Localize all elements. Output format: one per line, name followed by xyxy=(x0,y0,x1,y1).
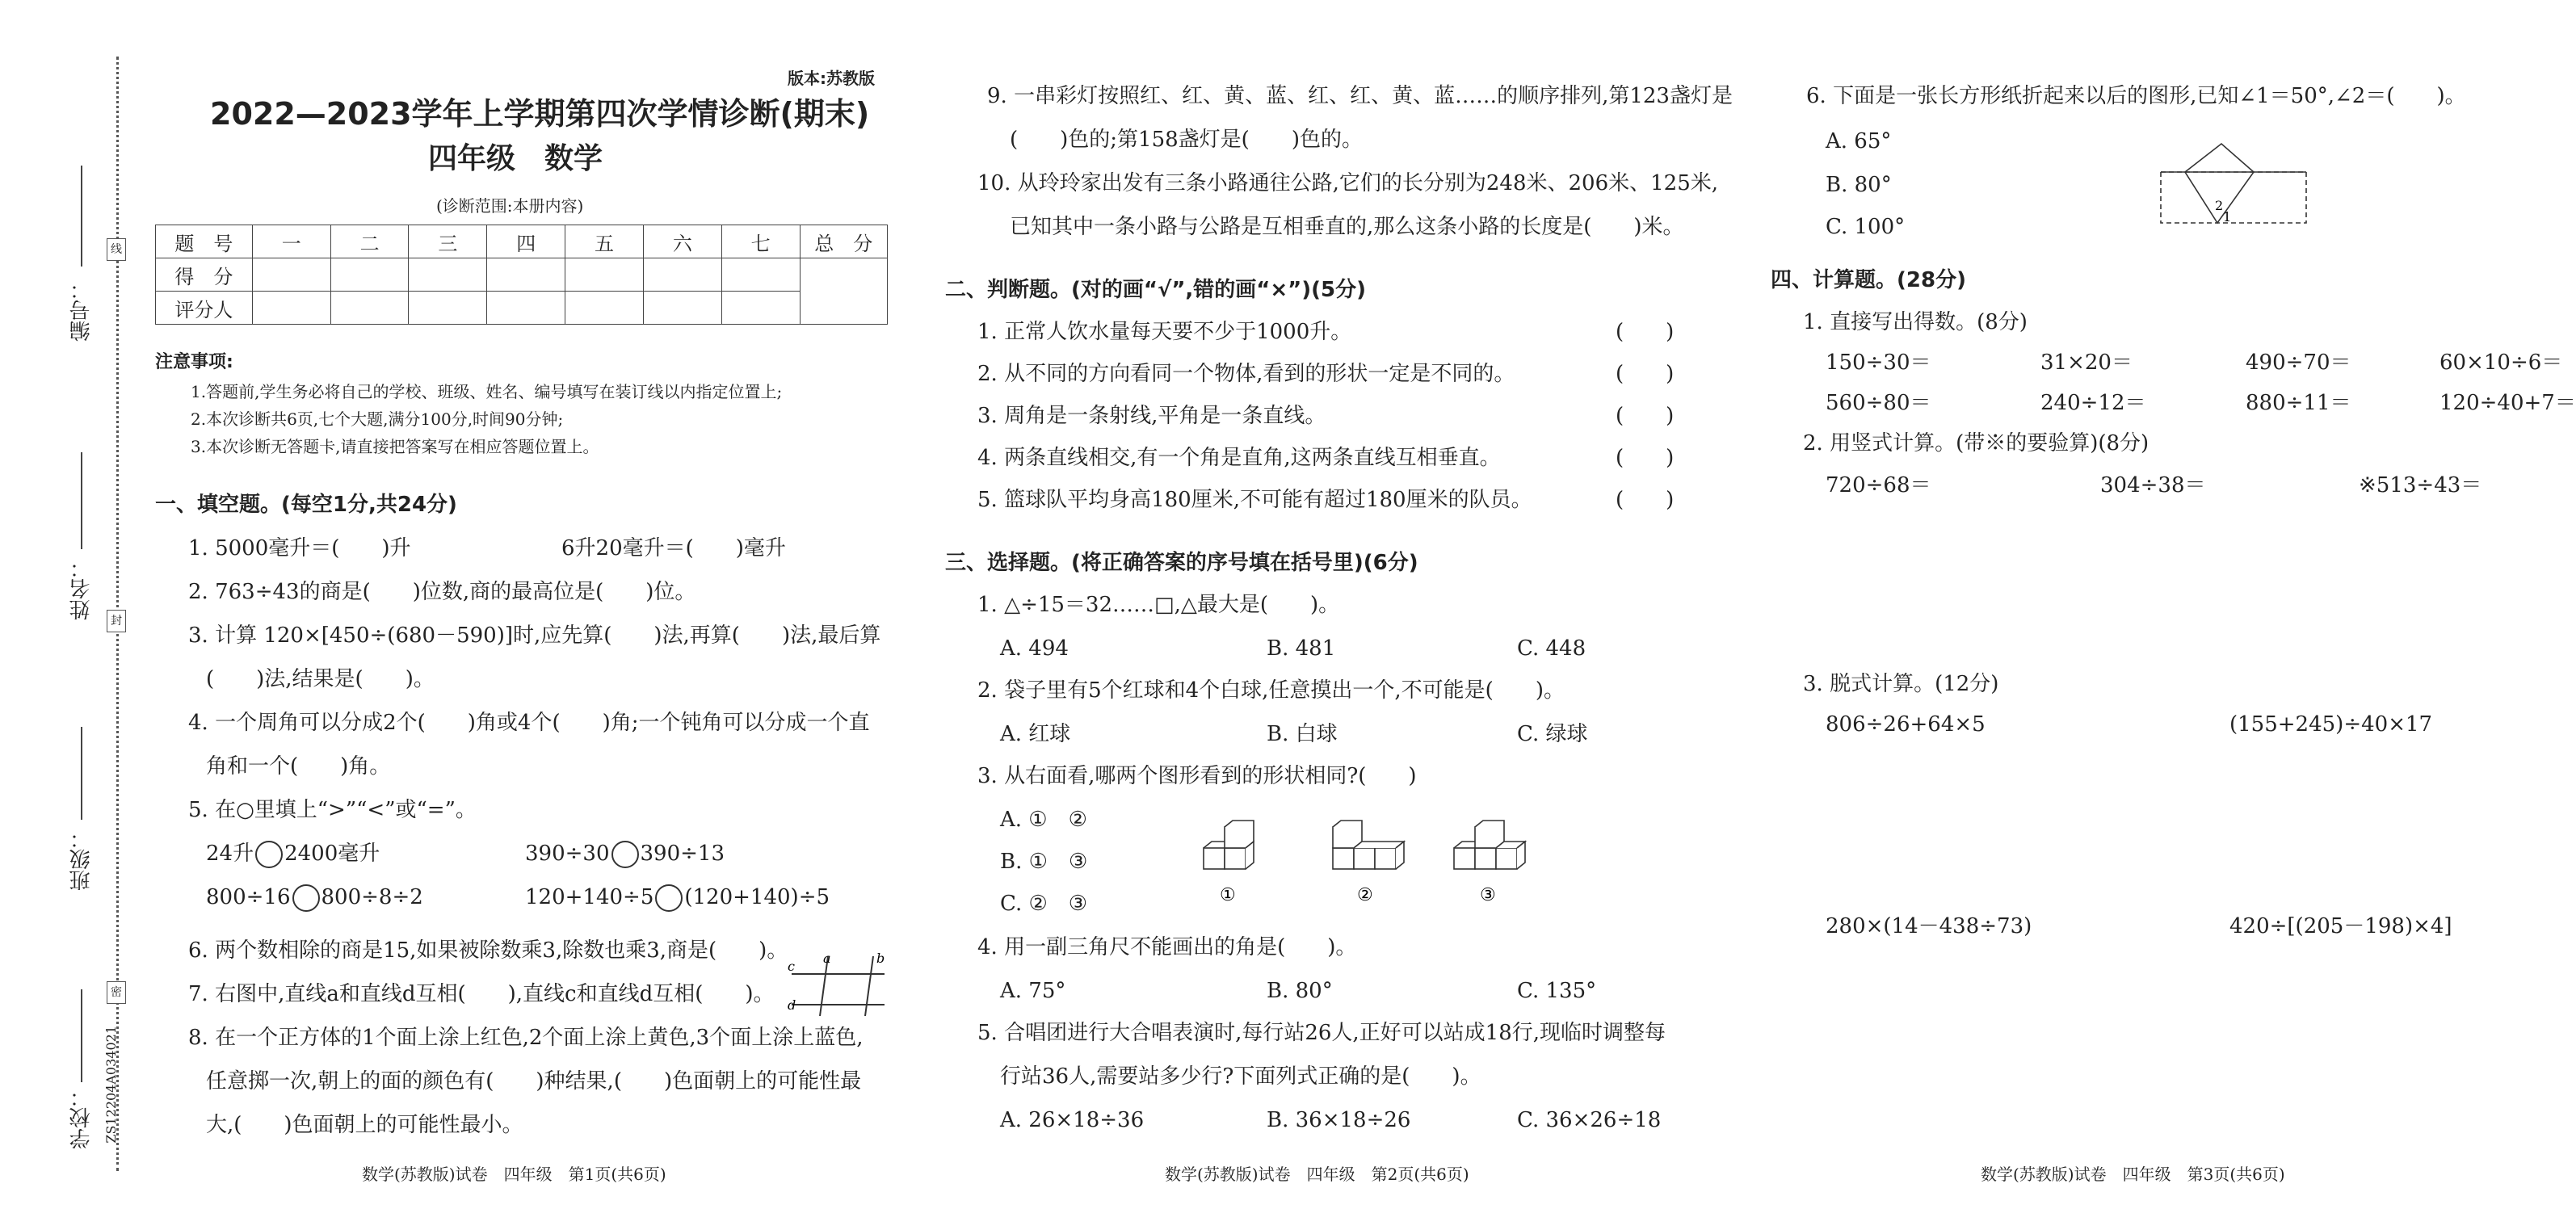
compare-circle[interactable] xyxy=(255,841,283,868)
judge-item: 5. 篮球队平均身高180厘米,不可能有超过180厘米的队员。 xyxy=(977,488,1532,512)
judge-paren[interactable]: ( ) xyxy=(1616,446,1675,470)
line-label-b: b xyxy=(876,951,885,966)
choice-option[interactable]: B. 80° xyxy=(1267,979,1333,1003)
calc-item: 490÷70＝ xyxy=(2246,351,2351,375)
line-label-a: a xyxy=(823,951,831,966)
calc-item: 31×20＝ xyxy=(2040,351,2133,375)
choice-q1: 1. △÷15＝32……□,△最大是( )。 xyxy=(977,593,1340,617)
question-10: 10. 从玲玲家出发有三条小路通往公路,它们的长分别为248米、206米、125米, xyxy=(977,171,1719,195)
grader-row-label: 评分人 xyxy=(156,292,253,325)
calc-item: 560÷80＝ xyxy=(1826,391,1931,415)
choice-option[interactable]: A. 494 xyxy=(1000,636,1069,661)
compare-left: 120+140÷5 xyxy=(525,885,654,909)
figure-label-3: ③ xyxy=(1480,885,1496,905)
vertical-calc-item: ※513÷43＝ xyxy=(2359,473,2482,497)
compare-right: 800÷8÷2 xyxy=(321,885,423,909)
angle-label-2: 2 xyxy=(2215,198,2224,213)
line-label-d: d xyxy=(788,997,796,1013)
table-header: 三 xyxy=(409,225,487,258)
question-1b: 6升20毫升＝( )毫升 xyxy=(561,536,786,560)
question-8-cont: 大,( )色面朝上的可能性最小。 xyxy=(206,1113,523,1137)
grader-cell[interactable] xyxy=(565,292,644,325)
compare-left: 24升 xyxy=(206,842,254,866)
cube-figures xyxy=(1196,820,1567,909)
page-footer: 数学(苏教版)试卷 四年级 第3页(共6页) xyxy=(1981,1165,2285,1184)
judge-paren[interactable]: ( ) xyxy=(1616,404,1675,428)
score-cell[interactable] xyxy=(565,258,644,292)
page-3 xyxy=(1729,0,2576,1230)
question-1a: 1. 5000毫升＝( )升 xyxy=(188,536,411,560)
question-6: 6. 两个数相除的商是15,如果被除数乘3,除数也乘3,商是( )。 xyxy=(188,938,788,963)
judge-item: 4. 两条直线相交,有一个角是直角,这两条直线互相垂直。 xyxy=(977,446,1501,470)
table-header: 六 xyxy=(643,225,721,258)
score-cell[interactable] xyxy=(721,258,800,292)
seal-mark: 封 xyxy=(107,610,126,632)
vertical-calc-item: 304÷38＝ xyxy=(2100,473,2206,497)
table-header: 七 xyxy=(721,225,800,258)
choice-option[interactable]: C. 448 xyxy=(1517,636,1586,661)
choice-q6: 6. 下面是一张长方形纸折起来以后的图形,已知∠1＝50°,∠2＝( )。 xyxy=(1806,84,2466,108)
section-4-title: 四、计算题。(28分) xyxy=(1771,268,1966,292)
figure-label-2: ② xyxy=(1357,885,1373,905)
line-label-c: c xyxy=(788,959,795,974)
calc-item: 120÷40+7＝ xyxy=(2439,391,2576,415)
grader-cell[interactable] xyxy=(252,292,330,325)
table-header: 一 xyxy=(252,225,330,258)
choice-option[interactable]: B. 36×18÷26 xyxy=(1267,1108,1411,1132)
choice-option[interactable]: B. ① ③ xyxy=(1000,850,1088,874)
compare-item xyxy=(206,884,423,912)
score-cell[interactable] xyxy=(487,258,565,292)
edition-label: 版本:苏教版 xyxy=(788,69,875,88)
choice-q3: 3. 从右面看,哪两个图形看到的形状相同?( ) xyxy=(977,764,1417,788)
section-1-title: 一、填空题。(每空1分,共24分) xyxy=(155,493,457,517)
number-label: 编号： xyxy=(69,279,94,342)
grader-cell[interactable] xyxy=(721,292,800,325)
question-2: 2. 763÷43的商是( )位数,商的最高位是( )位。 xyxy=(188,580,696,604)
grader-cell[interactable] xyxy=(330,292,409,325)
exam-subtitle: 四年级 数学 xyxy=(428,142,603,175)
class-label: 班级： xyxy=(69,828,94,891)
compare-item xyxy=(525,884,830,912)
seal-mark: 密 xyxy=(107,981,126,1004)
sub-question-3: 3. 脱式计算。(12分) xyxy=(1803,672,1999,696)
choice-option[interactable]: B. 白球 xyxy=(1267,722,1338,746)
compare-item xyxy=(206,840,380,868)
angle-label-1: 1 xyxy=(2223,209,2232,225)
choice-option[interactable]: A. 75° xyxy=(1000,979,1066,1003)
compare-item xyxy=(525,840,725,868)
choice-q5-cont: 行站36人,需要站多少行?下面列式正确的是( )。 xyxy=(1000,1064,1481,1089)
table-header: 二 xyxy=(330,225,409,258)
choice-option[interactable]: A. 65° xyxy=(1826,129,1892,153)
section-3-title: 三、选择题。(将正确答案的序号填在括号里)(6分) xyxy=(945,551,1418,575)
calc-item: 240÷12＝ xyxy=(2040,391,2146,415)
grader-cell[interactable] xyxy=(487,292,565,325)
calc-item: 60×10÷6＝ xyxy=(2439,351,2563,375)
step-calc-item: (155+245)÷40×17 xyxy=(2229,712,2433,737)
exam-title: 2022—2023学年上学期第四次学情诊断(期末) xyxy=(210,96,870,132)
choice-option[interactable]: C. 绿球 xyxy=(1517,722,1588,746)
score-cell[interactable] xyxy=(330,258,409,292)
note-item: 2.本次诊断共6页,七个大题,满分100分,时间90分钟; xyxy=(191,409,564,429)
sub-question-2: 2. 用竖式计算。(带※的要验算)(8分) xyxy=(1803,431,2149,455)
compare-left: 800÷16 xyxy=(206,885,291,909)
judge-item: 3. 周角是一条射线,平角是一条直线。 xyxy=(977,404,1326,428)
sub-question-1: 1. 直接写出得数。(8分) xyxy=(1803,310,2028,334)
choice-option[interactable]: C. 100° xyxy=(1826,215,1906,239)
table-header: 四 xyxy=(487,225,565,258)
score-cell[interactable] xyxy=(643,258,721,292)
compare-circle[interactable] xyxy=(655,884,683,912)
compare-right: 2400毫升 xyxy=(284,842,380,866)
page-footer: 数学(苏教版)试卷 四年级 第1页(共6页) xyxy=(362,1165,666,1184)
paper-code: ZS12204A034021 xyxy=(103,1026,119,1144)
question-9-cont: ( )色的;第158盏灯是( )色的。 xyxy=(1010,128,1363,152)
notes-title: 注意事项: xyxy=(155,352,233,372)
compare-right: 390÷13 xyxy=(640,842,725,866)
section-2-title: 二、判断题。(对的画“√”,错的画“×”)(5分) xyxy=(945,278,1366,302)
choice-option[interactable]: A. 26×18÷36 xyxy=(1000,1108,1145,1132)
question-8-cont: 任意掷一次,朝上的面的颜色有( )种结果,( )色面朝上的可能性最 xyxy=(206,1069,862,1094)
judge-item: 2. 从不同的方向看同一个物体,看到的形状一定是不同的。 xyxy=(977,362,1515,386)
choice-option[interactable]: B. 80° xyxy=(1826,173,1892,197)
compare-left: 390÷30 xyxy=(525,842,610,866)
step-calc-item: 420÷[(205－198)×4] xyxy=(2229,914,2452,938)
calc-item: 150÷30＝ xyxy=(1826,351,1931,375)
judge-paren[interactable]: ( ) xyxy=(1616,488,1675,512)
page-footer: 数学(苏教版)试卷 四年级 第2页(共6页) xyxy=(1165,1165,1469,1184)
grader-cell[interactable] xyxy=(643,292,721,325)
step-calc-item: 806÷26+64×5 xyxy=(1826,712,1986,737)
grader-cell[interactable] xyxy=(409,292,487,325)
question-4-cont: 角和一个( )角。 xyxy=(206,754,391,779)
choice-option[interactable]: B. 481 xyxy=(1267,636,1336,661)
table-header: 总 分 xyxy=(800,225,887,258)
choice-option[interactable]: A. 红球 xyxy=(1000,722,1071,746)
choice-q5: 5. 合唱团进行大合唱表演时,每行站26人,正好可以站成18行,现临时调整每 xyxy=(977,1021,1666,1045)
score-row-label: 得 分 xyxy=(156,258,253,292)
vertical-calc-item: 720÷68＝ xyxy=(1826,473,1931,497)
choice-option[interactable]: C. ② ③ xyxy=(1000,892,1088,916)
compare-right: (120+140)÷5 xyxy=(684,885,830,909)
compare-circle[interactable] xyxy=(292,884,320,912)
score-table xyxy=(155,225,888,325)
figure-label-1: ① xyxy=(1220,885,1236,905)
choice-q4: 4. 用一副三角尺不能画出的角是( )。 xyxy=(977,935,1357,959)
question-5: 5. 在○里填上“>”“<”或“=”。 xyxy=(188,798,477,822)
question-9: 9. 一串彩灯按照红、红、黄、蓝、红、红、黄、蓝……的顺序排列,第123盏灯是 xyxy=(987,84,1733,108)
choice-option[interactable]: C. 135° xyxy=(1517,979,1597,1003)
choice-option[interactable]: C. 36×26÷18 xyxy=(1517,1108,1662,1132)
question-3-cont: ( )法,结果是( )。 xyxy=(206,667,435,691)
seal-mark: 线 xyxy=(107,238,126,261)
table-header: 五 xyxy=(565,225,644,258)
step-calc-item: 280×(14－438÷73) xyxy=(1826,914,2032,938)
choice-q2: 2. 袋子里有5个红球和4个白球,任意摸出一个,不可能是( )。 xyxy=(977,678,1565,703)
choice-option[interactable]: A. ① ② xyxy=(1000,808,1087,832)
calc-item: 880÷11＝ xyxy=(2246,391,2351,415)
page-1 xyxy=(0,0,913,1230)
score-cell[interactable] xyxy=(409,258,487,292)
question-7: 7. 右图中,直线a和直线d互相( ),直线c和直线d互相( )。 xyxy=(188,982,775,1006)
folded-paper-figure xyxy=(2157,136,2310,229)
page-2 xyxy=(913,0,1733,1230)
question-3: 3. 计算 120×[450÷(680－590)]时,应先算( )法,再算( )法,最后算 xyxy=(188,623,881,648)
exam-scope: (诊断范围:本册内容) xyxy=(436,196,584,216)
compare-circle[interactable] xyxy=(611,841,639,868)
question-4: 4. 一个周角可以分成2个( )角或4个( )角;一个钝角可以分成一个直 xyxy=(188,711,870,735)
total-score-cell[interactable] xyxy=(800,258,887,325)
table-header: 题 号 xyxy=(156,225,253,258)
score-cell[interactable] xyxy=(252,258,330,292)
school-label: 学校： xyxy=(69,1086,94,1149)
judge-item: 1. 正常人饮水量每天要不少于1000升。 xyxy=(977,320,1352,344)
lines-figure xyxy=(788,951,889,1018)
note-item: 1.答题前,学生务必将自己的学校、班级、姓名、编号填写在装订线以内指定位置上; xyxy=(191,382,783,401)
judge-paren[interactable]: ( ) xyxy=(1616,320,1675,344)
note-item: 3.本次诊断无答题卡,请直接把答案写在相应答题位置上。 xyxy=(191,437,599,456)
question-8: 8. 在一个正方体的1个面上涂上红色,2个面上涂上黄色,3个面上涂上蓝色, xyxy=(188,1026,864,1050)
question-10-cont: 已知其中一条小路与公路是互相垂直的,那么这条小路的长度是( )米。 xyxy=(1010,215,1684,239)
judge-paren[interactable]: ( ) xyxy=(1616,362,1675,386)
name-label: 姓名： xyxy=(69,557,94,620)
